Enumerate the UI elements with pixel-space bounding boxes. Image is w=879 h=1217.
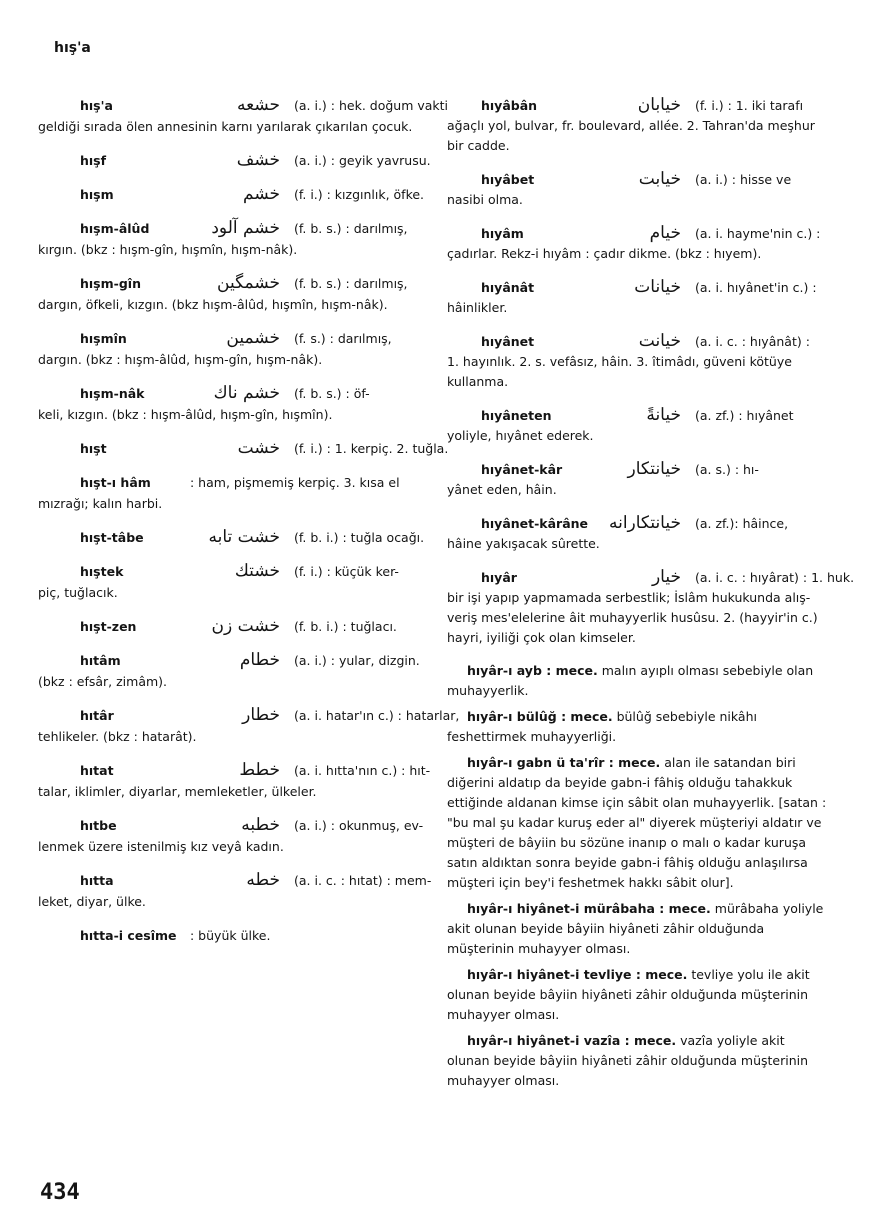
dictionary-entry <box>38 925 418 946</box>
entry-headword: hıyânet-kâr <box>481 462 563 477</box>
entry-headword: hıyâm <box>481 226 524 241</box>
entry-head <box>38 150 431 171</box>
entry-definition-start: (f. i.) : 1. iki tarafı <box>695 98 804 113</box>
entry-definition-start: (a. i.) : hisse ve <box>695 172 792 187</box>
entry-definition-start: : büyük ülke. <box>190 928 271 943</box>
entry-definition: hâinlikler. <box>447 300 508 315</box>
entry-headword: hışm-âlûd <box>80 221 150 236</box>
entry-headword: hışt <box>80 441 107 456</box>
entry-definition: hâine yakışacak sûrette. <box>447 536 600 551</box>
dictionary-entry <box>38 472 418 514</box>
sub-entry <box>447 1031 829 1091</box>
entry-arabic-script: خطام <box>239 650 280 670</box>
entry-definition-start: (a. i. c. : hıtat) : mem- <box>294 873 432 888</box>
entry-definition-start: (a. i.) : okunmuş, ev- <box>294 818 424 833</box>
entry-headword: hış'a <box>80 98 113 113</box>
entry-definition: bir işi yapıp yapmamada serbestlik; İslâm hukukunda alış-veriş mes'elelerine âit muhayyerlik husûsu. 2. (hayyir'in c.) hayri, iyiliği çok olan kimseler. <box>447 590 818 645</box>
entry-definition: talar, iklimler, diyarlar, memleketler, ülkeler. <box>38 784 317 799</box>
entry-head <box>447 223 829 244</box>
entry-definition: tehlikeler. (bkz : hatarât). <box>38 729 197 744</box>
entry-definition: dargın, öfkeli, kızgın. (bkz hışm-âlûd, hışmîn, hışm-nâk). <box>38 297 388 312</box>
sub-entry-headword: hıyâr-ı ayb : mece. <box>467 663 598 678</box>
entry-arabic-script: خيار <box>651 567 681 587</box>
entry-definition-start: (a. i. c. : hıyânât) : <box>695 334 810 349</box>
entry-definition: mızrağı; kalın harbi. <box>38 496 163 511</box>
entry-arabic-script: خيانةً <box>646 405 681 425</box>
dictionary-entry <box>38 870 432 912</box>
entry-headword: hışt-ı hâm <box>80 475 151 490</box>
sub-entry-definition: malın ayıplı olması sebebiyle olan muhayyerlik. <box>447 663 814 698</box>
dictionary-entry <box>38 561 418 603</box>
entry-definition-start: (f. b. s.) : öf- <box>294 386 370 401</box>
entry-arabic-script: خشم <box>243 184 280 204</box>
entry-definition-start: (a. i. hatar'ın c.) : hatarlar, <box>294 708 460 723</box>
sub-entry-definition: mürâbaha yoliyle akit olunan beyide bâyiin hiyâneti zâhir olduğunda müşterinin muhayyer olması. <box>447 901 824 956</box>
dictionary-entry <box>447 405 829 446</box>
entry-definition: (bkz : efsâr, zimâm). <box>38 674 168 689</box>
entry-definition: piç, tuğlacık. <box>38 585 118 600</box>
entry-arabic-script: خشمگين <box>217 273 280 293</box>
sub-entry-definition: tevliye yolu ile akit olunan beyide bâyiin hiyâneti zâhir olduğunda müşterinin muhayyer olması. <box>447 967 810 1022</box>
dictionary-entry <box>38 95 449 137</box>
entry-definition-start: (a. i.) : yular, dizgin. <box>294 653 420 668</box>
entry-headword: hışf <box>80 153 107 168</box>
entry-head <box>447 405 829 426</box>
entry-arabic-script: خشم ناك <box>213 383 280 403</box>
dictionary-entry <box>38 438 449 459</box>
entry-head <box>447 169 829 190</box>
entry-head <box>38 438 449 459</box>
entry-definition: çadırlar. Rekz-i hıyâm : çadır dikme. (bkz : hıyem). <box>447 246 762 261</box>
dictionary-entry <box>447 223 829 264</box>
entry-head <box>38 650 418 671</box>
entry-definition-start: : ham, pişmemiş kerpiç. 3. kısa el <box>190 475 400 490</box>
dictionary-entry <box>447 459 829 500</box>
dictionary-entry <box>447 169 829 210</box>
entry-definition-start: (a. i. c. : hıyârat) : 1. huk. <box>695 570 855 585</box>
entry-definition: geldiği sırada ölen annesinin karnı yarılarak çıkarılan çocuk. <box>38 119 413 134</box>
entry-definition: yoliyle, hıyânet ederek. <box>447 428 594 443</box>
entry-arabic-script: خشم آلود <box>211 218 280 238</box>
entry-definition-start: (f. s.) : darılmış, <box>294 331 392 346</box>
dictionary-entry <box>38 527 425 548</box>
entry-definition-start: (f. b. i.) : tuğlacı. <box>294 619 397 634</box>
entry-headword: hışmîn <box>80 331 127 346</box>
entry-arabic-script: خشت تابه <box>208 527 280 547</box>
entry-head <box>38 925 418 946</box>
entry-head <box>38 95 449 116</box>
sub-entry <box>447 965 829 1025</box>
entry-head <box>38 472 418 493</box>
entry-headword: hışm-nâk <box>80 386 145 401</box>
entry-arabic-script: خيابت <box>638 169 681 189</box>
entry-head <box>447 513 829 534</box>
entry-definition: ağaçlı yol, bulvar, fr. boulevard, allée. 2. Tahran'da meşhur bir cadde. <box>447 118 815 153</box>
sub-entry-definition: alan ile satandan biri diğerini aldatıp da beyide gabn-i fâhiş olduğu tahakkuk ettiğinde aldanan kimse için sâbit olan muhayyerlik. [satan : "bu mal şu kadar kuruş eder al" diyerek müşteriyi aldatır ve müşteri de bâyiin bu sözüne inanıp o malı o kadar kuruşa satın aldıktan sonra beyide gabn-i fâhiş olduğu anlaşılırsa müşteri için bey'i feshetmek hakkı sâbit olur]. <box>447 755 827 890</box>
dictionary-entry <box>447 277 829 318</box>
entry-arabic-script: خطه <box>246 870 280 890</box>
dictionary-entry <box>38 184 425 205</box>
entry-head <box>447 459 829 480</box>
entry-definition-start: (a. zf.) : hıyânet <box>695 408 794 423</box>
entry-headword: hıtta-i cesîme <box>80 928 177 943</box>
entry-definition: kırgın. (bkz : hışm-gîn, hışmîn, hışm-nâk). <box>38 242 298 257</box>
entry-arabic-script: خطار <box>242 705 280 725</box>
entry-headword: hıtâr <box>80 708 114 723</box>
entry-definition-start: (a. i. hıyânet'in c.) : <box>695 280 817 295</box>
entry-head <box>38 760 431 781</box>
entry-definition-start: (f. b. i.) : tuğla ocağı. <box>294 530 425 545</box>
dictionary-entry <box>38 760 431 802</box>
entry-definition-start: (f. i.) : küçük ker- <box>294 564 399 579</box>
entry-definition-start: (a. i.) : hek. doğum vakti <box>294 98 449 113</box>
entry-arabic-script: خيانتكار <box>627 459 681 479</box>
entry-headword: hıştek <box>80 564 124 579</box>
sub-entry-definition: vazîa yoliyle akit olunan beyide bâyiin hiyâneti zâhir olduğunda müşterinin muhayyer olması. <box>447 1033 809 1088</box>
entry-head <box>38 383 418 404</box>
entry-headword: hıyâr <box>481 570 517 585</box>
dictionary-entry <box>447 95 829 156</box>
entry-arabic-script: حشعه <box>237 95 280 115</box>
entry-definition: dargın. (bkz : hışm-âlûd, hışm-gîn, hışm-nâk). <box>38 352 323 367</box>
entry-arabic-script: خشتك <box>234 561 280 581</box>
sub-entry-definition: bülûğ sebebiyle nikâhı feshettirmek muhayyerliği. <box>447 709 757 744</box>
sub-entry-headword: hıyâr-ı hiyânet-i vazîa : mece. <box>467 1033 677 1048</box>
entry-arabic-script: خطبه <box>241 815 280 835</box>
entry-headword: hıyâbân <box>481 98 538 113</box>
entry-definition-start: (f. b. s.) : darılmış, <box>294 221 408 236</box>
sub-entry-headword: hıyâr-ı bülûğ : mece. <box>467 709 613 724</box>
entry-headword: hışt-tâbe <box>80 530 144 545</box>
dictionary-entry <box>38 150 431 171</box>
entry-definition-start: (f. i.) : 1. kerpiç. 2. tuğla. <box>294 441 449 456</box>
entry-definition-start: (a. zf.): hâince, <box>695 516 789 531</box>
entry-headword: hışm <box>80 187 114 202</box>
sub-entry <box>447 899 829 959</box>
entry-head <box>38 184 425 205</box>
entry-headword: hıyâneten <box>481 408 552 423</box>
dictionary-entry <box>38 383 418 425</box>
entry-definition: keli, kızgın. (bkz : hışm-âlûd, hışm-gîn, hışmîn). <box>38 407 333 422</box>
dictionary-entry <box>38 328 418 370</box>
entry-headword: hıyânet <box>481 334 535 349</box>
entry-head <box>38 870 432 891</box>
entry-headword: hıyâbet <box>481 172 535 187</box>
entry-head <box>447 277 829 298</box>
entry-head <box>38 815 424 836</box>
entry-definition-start: (a. i. hayme'nin c.) : <box>695 226 821 241</box>
entry-arabic-script: خيابان <box>637 95 681 115</box>
entry-headword: hıtbe <box>80 818 117 833</box>
dictionary-entry <box>38 815 424 857</box>
entry-headword: hışt-zen <box>80 619 137 634</box>
page-number: 434 <box>40 1180 80 1205</box>
entry-arabic-script: خيانات <box>634 277 681 297</box>
entry-definition-start: (a. i.) : geyik yavrusu. <box>294 153 431 168</box>
entry-definition: 1. hayınlık. 2. s. vefâsız, hâin. 3. îtimâdı, güveni kötüye kullanma. <box>447 354 792 389</box>
entry-head <box>38 328 418 349</box>
right-column <box>447 95 855 1097</box>
running-header: hış'a <box>54 40 91 56</box>
entry-headword: hıtat <box>80 763 114 778</box>
entry-definition-start: (a. s.) : hı- <box>695 462 759 477</box>
sub-entry <box>447 661 829 701</box>
entry-head <box>38 527 425 548</box>
entry-head <box>38 561 418 582</box>
entry-definition: yânet eden, hâin. <box>447 482 557 497</box>
entry-headword: hıyânât <box>481 280 535 295</box>
entry-arabic-script: خشت زن <box>211 616 280 636</box>
entry-definition-start: (f. i.) : kızgınlık, öfke. <box>294 187 425 202</box>
dictionary-entry <box>447 331 829 392</box>
left-column <box>38 95 460 959</box>
entry-definition: nasibi olma. <box>447 192 523 207</box>
sub-entry <box>447 707 829 747</box>
sub-entry-headword: hıyâr-ı hiyânet-i mürâbaha : mece. <box>467 901 711 916</box>
entry-headword: hıtâm <box>80 653 121 668</box>
entry-headword: hıyânet-kârâne <box>481 516 589 531</box>
entry-head <box>38 218 418 239</box>
dictionary-entry <box>447 567 855 648</box>
entry-arabic-script: خيانت <box>638 331 681 351</box>
entry-arabic-script: خشف <box>236 150 280 170</box>
entry-head <box>447 95 829 116</box>
dictionary-entry <box>38 650 418 692</box>
dictionary-entry <box>447 513 829 554</box>
entry-arabic-script: خطط <box>239 760 280 780</box>
entry-head <box>38 616 418 637</box>
dictionary-entry <box>38 705 460 747</box>
entry-head <box>447 567 855 588</box>
sub-entry-headword: hıyâr-ı gabn ü ta'rîr : mece. <box>467 755 661 770</box>
entry-headword: hışm-gîn <box>80 276 141 291</box>
entry-arabic-script: خيام <box>649 223 681 243</box>
entry-definition-start: (f. b. s.) : darılmış, <box>294 276 408 291</box>
sub-entry <box>447 753 829 893</box>
entry-definition: lenmek üzere istenilmiş kız veyâ kadın. <box>38 839 284 854</box>
entry-headword: hıtta <box>80 873 114 888</box>
dictionary-entry <box>38 273 418 315</box>
entry-arabic-script: خشت <box>237 438 280 458</box>
entry-arabic-script: خشمين <box>226 328 280 348</box>
entry-arabic-script: خيانتكارانه <box>608 513 681 533</box>
entry-head <box>447 331 829 352</box>
entry-head <box>38 705 460 726</box>
entry-head <box>38 273 418 294</box>
sub-entry-headword: hıyâr-ı hiyânet-i tevliye : mece. <box>467 967 688 982</box>
dictionary-entry <box>38 218 418 260</box>
entry-definition-start: (a. i. hıtta'nın c.) : hıt- <box>294 763 431 778</box>
dictionary-entry <box>38 616 418 637</box>
entry-definition: leket, diyar, ülke. <box>38 894 146 909</box>
